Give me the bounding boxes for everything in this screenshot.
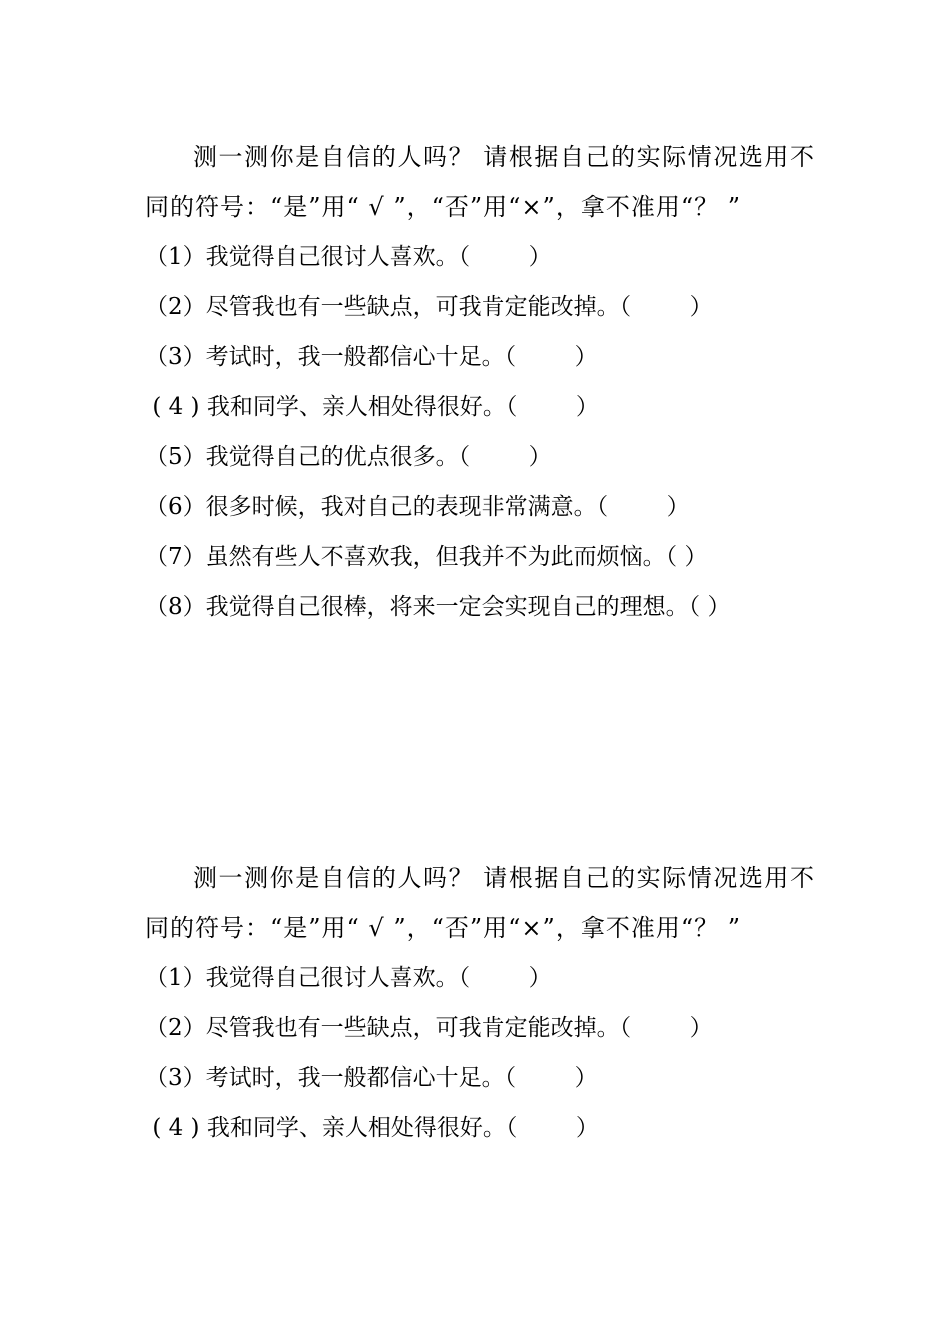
quiz-item-4: ( 4 ) 我和同学、亲人相处得很好。（ ）	[145, 1115, 599, 1141]
quiz-item-4: ( 4 ) 我和同学、亲人相处得很好。（ ）	[145, 394, 599, 420]
quiz-item-1: （1）我觉得自己很讨人喜欢。（ ）	[145, 244, 552, 270]
quiz-item-1: （1）我觉得自己很讨人喜欢。（ ）	[145, 965, 552, 991]
quiz-section-1	[145, 132, 815, 632]
quiz-section-2	[145, 853, 815, 1153]
quiz-item-3: （3）考试时，我一般都信心十足。（ ）	[145, 1065, 598, 1091]
quiz-item-2: （2）尽管我也有一些缺点，可我肯定能改掉。（ ）	[145, 294, 713, 320]
quiz-item-5: （5）我觉得自己的优点很多。（ ）	[145, 444, 552, 470]
quiz-item-6: （6）很多时候，我对自己的表现非常满意。（ ）	[145, 494, 690, 520]
quiz-instructions: 测一测你是自信的人吗？ 请根据自己的实际情况选用不同的符号：“是”用“ √ ”，“否”用“×”，拿不准用“？ ”	[145, 864, 815, 942]
quiz-item-7: （7）虽然有些人不喜欢我，但我并不为此而烦恼。（ ）	[145, 544, 708, 570]
quiz-item-2: （2）尽管我也有一些缺点，可我肯定能改掉。（ ）	[145, 1015, 713, 1041]
quiz-instructions: 测一测你是自信的人吗？ 请根据自己的实际情况选用不同的符号：“是”用“ √ ”，“否”用“×”，拿不准用“？ ”	[145, 143, 815, 221]
quiz-item-8: （8）我觉得自己很棒，将来一定会实现自己的理想。（ ）	[145, 594, 731, 620]
quiz-item-3: （3）考试时，我一般都信心十足。（ ）	[145, 344, 598, 370]
